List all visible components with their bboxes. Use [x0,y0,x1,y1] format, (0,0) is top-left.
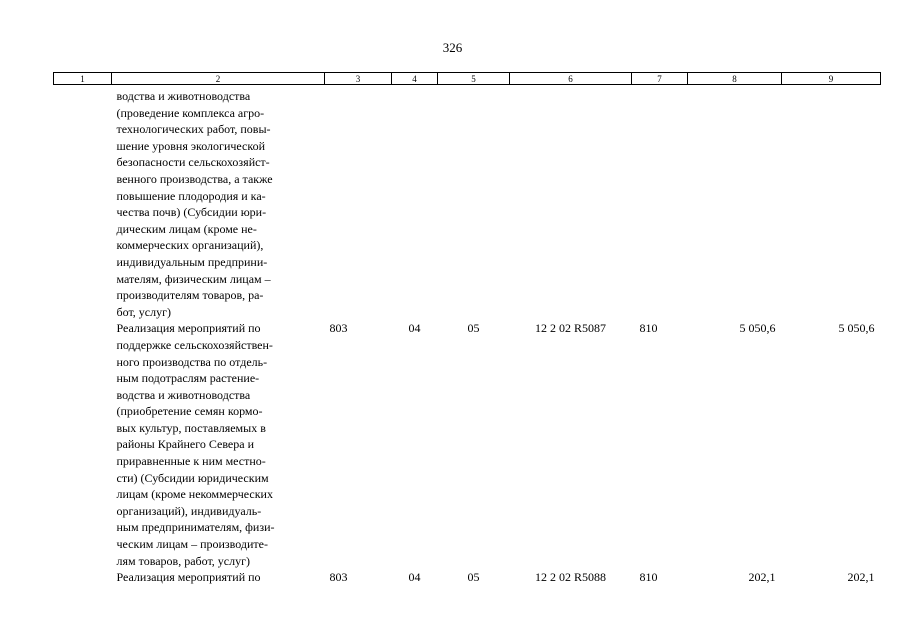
column-header-3: 3 [325,73,392,85]
column-header-2: 2 [112,73,325,85]
expense-type-code: 810 [639,570,658,585]
amount-year-1 [688,85,782,321]
subsection-code: 05 [467,570,480,585]
ministry-code: 803 [329,321,348,336]
column-header-8: 8 [688,73,782,85]
description-line: шение уровня экологической [116,138,266,153]
description-line: ческим лицам – производите- [116,537,268,552]
table-row [54,85,881,321]
description-line: производителям товаров, ра- [116,288,264,303]
ministry-code [325,85,392,321]
row-index-cell [54,569,112,586]
target-article-code: 12 2 02 R5088 [534,570,606,585]
amount-year-1: 202,1 [748,570,776,585]
column-header-6: 6 [510,73,632,85]
description-line: водства и животноводства [116,387,251,402]
description-line: мателям, физическим лицам – [116,271,271,286]
description-line: вых культур, поставляемых в [116,420,266,435]
description-line: лицам (кроме некоммерческих [116,487,273,502]
column-number-row [54,73,881,85]
budget-table [53,72,881,586]
table-row [54,569,881,586]
description-line: чества почв) (Субсидии юри- [116,205,267,220]
description-line: технологических работ, повы- [116,122,271,137]
table-row [54,320,881,569]
subsection-code: 05 [467,321,480,336]
section-code [392,85,438,321]
amount-year-2 [782,85,881,321]
subsection-code [438,85,510,321]
description-line: коммерческих организаций), [116,238,264,253]
page-number: 326 [442,40,463,55]
description-line: организаций), индивидуаль- [116,503,262,518]
target-article-code: 12 2 02 R5087 [534,321,606,336]
column-header-1: 1 [54,73,112,85]
column-header-7: 7 [632,73,688,85]
row-index-cell [54,85,112,321]
description-line: повышение плодородия и ка- [116,188,266,203]
column-header-4: 4 [392,73,438,85]
description-line: ным подотраслям растение- [116,371,260,386]
description-line: (приобретение семян кормо- [116,404,263,419]
description-line: бот, услуг) [116,304,172,319]
description-line: сти) (Субсидии юридическим [116,470,269,485]
description-line: приравненные к ним местно- [116,454,266,469]
row-description [112,569,325,586]
amount-year-2: 202,1 [847,570,875,585]
column-header-5: 5 [438,73,510,85]
description-line: Реализация мероприятий по [116,570,261,585]
description-line: (проведение комплекса агро- [116,105,265,120]
description-line: дическим лицам (кроме не- [116,221,257,236]
description-line: районы Крайнего Севера и [116,437,255,452]
description-line: лям товаров, работ, услуг) [116,553,251,568]
description-line: индивидуальным предприни- [116,254,268,269]
description-line: ным предпринимателям, физи- [116,520,275,535]
section-code: 04 [408,570,421,585]
section-code: 04 [408,321,421,336]
amount-year-1: 5 050,6 [739,321,776,336]
row-index-cell [54,320,112,569]
description-line: безопасности сельскохозяйст- [116,155,270,170]
description-line: венного производства, а также [116,171,273,186]
expense-type-code: 810 [639,321,658,336]
ministry-code: 803 [329,570,348,585]
amount-year-2: 5 050,6 [838,321,875,336]
description-line: Реализация мероприятий по [116,321,261,336]
description-line: водства и животноводства [116,89,251,103]
row-description [112,85,325,321]
description-line: ного производства по отдель- [116,354,268,369]
target-article-code [510,85,632,321]
description-line: поддержке сельскохозяйствен- [116,337,273,352]
expense-type-code [632,85,688,321]
column-header-9: 9 [782,73,881,85]
row-description [112,320,325,569]
